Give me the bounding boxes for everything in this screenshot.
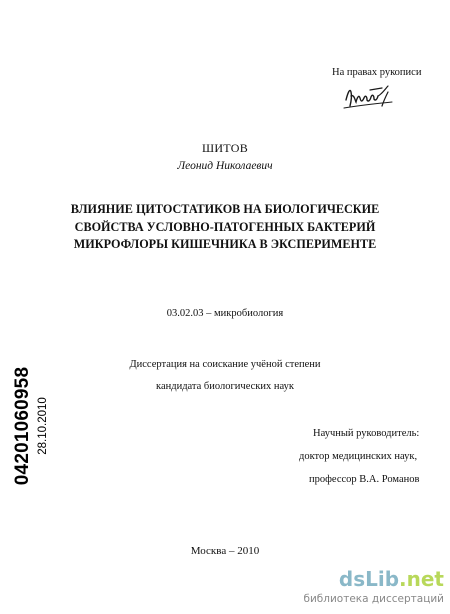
supervisor-degree: доктор медицинских наук, — [299, 451, 418, 462]
city-year: Москва – 2010 — [190, 545, 260, 557]
watermark — [282, 560, 450, 614]
author-surname: ШИТОВ — [201, 141, 249, 155]
degree-line-1: Диссертация на соискание учёной степени — [129, 359, 321, 370]
rights-note: На правах рукописи — [332, 67, 422, 78]
stamp-date: 28.10.2010 — [37, 397, 49, 455]
dissertation-title — [40, 201, 410, 254]
watermark-subtitle: библиотека диссертаций — [303, 593, 444, 605]
watermark-logo-part1: dsLib — [338, 567, 400, 591]
title-line: СВОЙСТВА УСЛОВНО-ПАТОГЕННЫХ БАКТЕРИЙ — [74, 219, 376, 234]
handwritten-signature — [342, 82, 398, 112]
watermark-logo — [339, 568, 444, 590]
library-stamp — [1, 366, 49, 486]
watermark-logo-part2: .net — [399, 567, 444, 591]
supervisor-heading: Научный руководитель: — [313, 428, 420, 439]
author-given-names: Леонид Николаевич — [177, 160, 273, 172]
stamp-number: 04201060958 — [12, 366, 33, 486]
specialty-code: 03.02.03 – микробиология — [166, 308, 284, 319]
title-line: МИКРОФЛОРЫ КИШЕЧНИКА В ЭКСПЕРИМЕНТЕ — [73, 237, 377, 251]
supervisor-name: профессор В.А. Романов — [309, 474, 420, 485]
degree-line-2: кандидата биологических наук — [156, 381, 294, 392]
title-line: ВЛИЯНИЕ ЦИТОСТАТИКОВ НА БИОЛОГИЧЕСКИЕ — [70, 202, 380, 216]
